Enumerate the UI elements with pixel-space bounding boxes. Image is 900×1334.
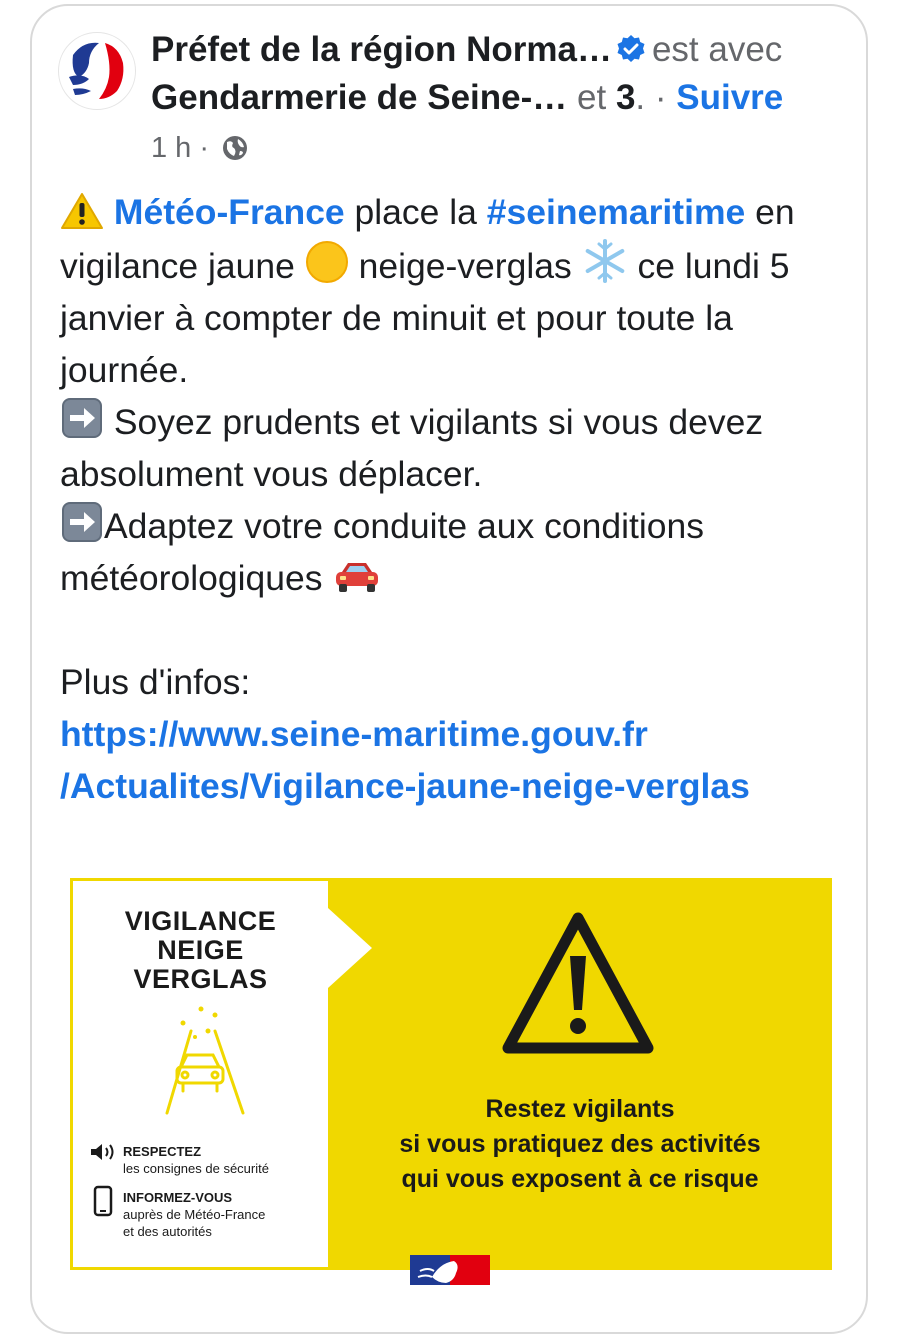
and-label: et [577, 78, 607, 117]
blank-line [60, 604, 860, 656]
yellow-circle-emoji-icon [305, 240, 349, 284]
author-name[interactable]: Préfet de la région Norma… [151, 30, 612, 69]
banner-title [73, 907, 328, 994]
banner-title-line-1: VIGILANCE [124, 906, 277, 936]
banner-message-line-1: Restez vigilants [485, 1095, 675, 1123]
banner-left-panel [73, 881, 328, 1267]
banner-message-line-2: si vous pratiquez des activités [399, 1130, 761, 1158]
post-meta [151, 130, 249, 166]
inform-block [123, 1189, 265, 1240]
post-time[interactable]: 1 h [151, 132, 192, 164]
post-body [60, 186, 860, 812]
mention-meteo-france[interactable]: Météo-France [113, 192, 345, 232]
marianne-logo-icon [59, 33, 135, 109]
paragraph-4 [60, 656, 860, 708]
inform-sub-2: et des autorités [123, 1224, 212, 1239]
respect-block [123, 1143, 269, 1177]
warning-triangle-icon [498, 908, 658, 1058]
p1-text-a: place la [344, 192, 487, 232]
post-header [151, 26, 851, 122]
banner-message [360, 1092, 800, 1197]
marianne-flag-icon [410, 1255, 490, 1285]
others-suffix: . [635, 78, 646, 117]
banner-notch [328, 908, 372, 988]
page-avatar[interactable] [58, 32, 136, 110]
follow-button[interactable]: Suivre [676, 78, 784, 117]
link-line-1: https://www.seine-maritime.gouv.fr [60, 714, 648, 754]
snowflake-emoji-icon [582, 238, 628, 284]
paragraph-3 [60, 500, 860, 604]
p3-text: Adaptez votre conduite aux conditions météorologiques [60, 506, 704, 598]
banner-message-line-3: qui vous exposent à ce risque [401, 1165, 759, 1193]
p1-text-c: neige-verglas [358, 246, 572, 286]
inform-sub-1: auprès de Météo-France [123, 1207, 266, 1222]
right-arrow-emoji-icon [60, 500, 104, 544]
p1-text-d: ce lundi 5 janvier à compter de minuit et pour toute la journée. [60, 246, 790, 390]
verified-badge-icon [616, 34, 646, 64]
car-emoji-icon [332, 558, 382, 596]
hashtag-seinemaritime[interactable]: #seinemaritime [486, 192, 746, 232]
tagged-page[interactable]: Gendarmerie de Seine-… [151, 78, 568, 117]
p2-text: Soyez prudents et vigilants si vous devez absolument vous déplacer. [60, 402, 764, 494]
car-snow-icon [153, 1001, 253, 1121]
banner-title-line-3: VERGLAS [133, 964, 268, 994]
paragraph-1 [60, 186, 860, 396]
globe-icon[interactable] [221, 134, 249, 162]
banner-title-line-2: NEIGE [157, 935, 244, 965]
separator-dot: · [654, 78, 667, 117]
respect-head: RESPECTEZ [123, 1144, 202, 1159]
others-count[interactable]: 3 [615, 78, 636, 117]
paragraph-2 [60, 396, 860, 500]
warning-emoji-icon [60, 192, 104, 230]
respect-sub: les consignes de sécurité [123, 1161, 269, 1176]
vigilance-banner-image[interactable] [70, 878, 832, 1270]
speaker-icon [89, 1142, 117, 1162]
with-label: est avec [651, 30, 783, 69]
inform-head: INFORMEZ-VOUS [123, 1190, 233, 1205]
right-arrow-emoji-icon [60, 396, 104, 440]
phone-icon [93, 1185, 113, 1217]
link-line-2: /Actualites/Vigilance-jaune-neige-verglas [60, 766, 750, 806]
p1-text-b: en vigilance jaune [60, 192, 795, 286]
info-link[interactable] [60, 714, 750, 806]
meta-separator: · [199, 132, 210, 164]
p4-text: Plus d'infos: [60, 662, 251, 702]
paragraph-link [60, 708, 860, 812]
